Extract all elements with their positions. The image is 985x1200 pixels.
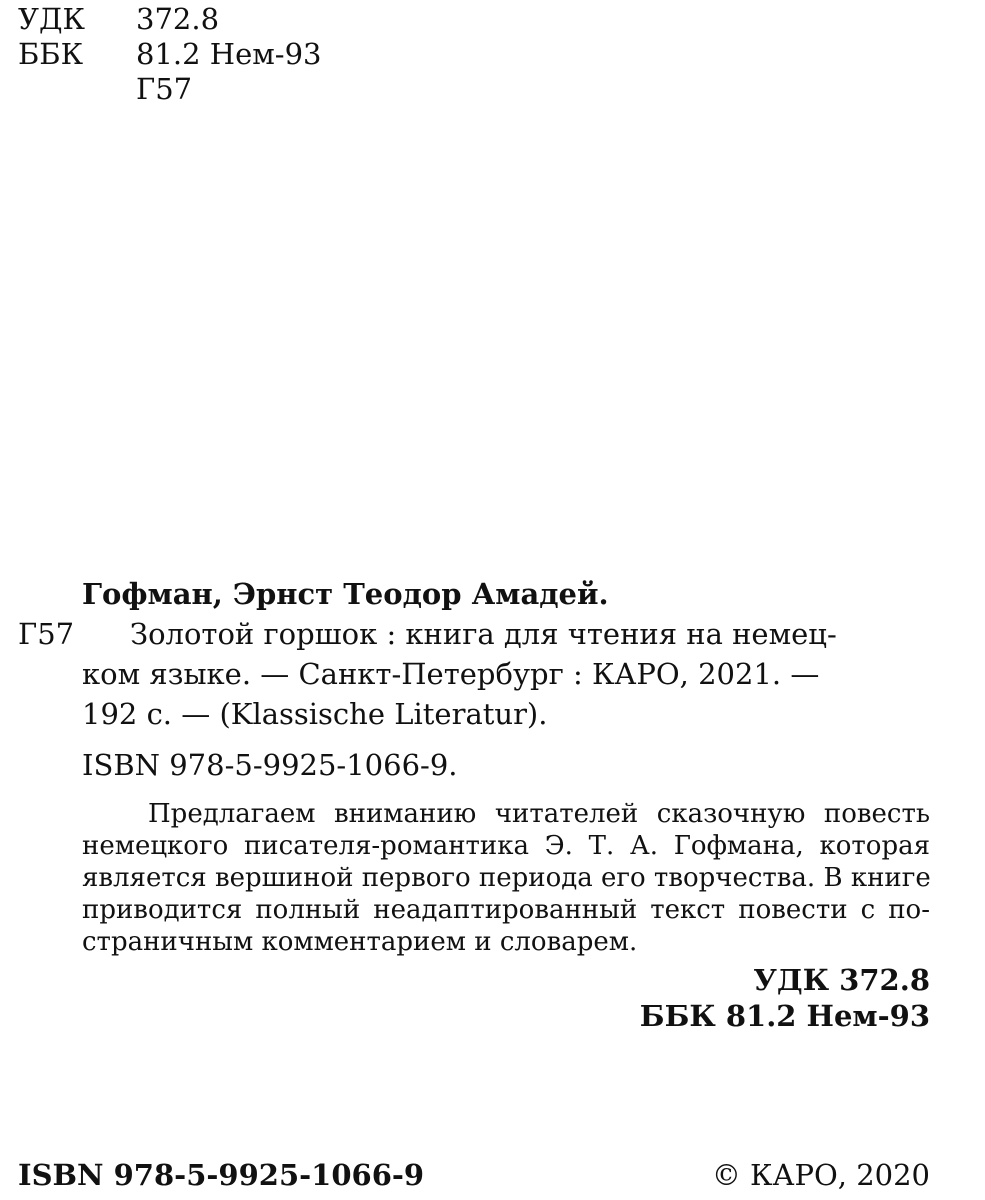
udk-label: УДК <box>18 2 85 36</box>
author-heading: Гофман, Эрнст Теодор Амадей. <box>82 577 609 611</box>
udk-row <box>18 2 322 37</box>
author-mark-row <box>18 72 322 107</box>
footer-isbn: ISBN 978-5-9925-1066-9 <box>18 1158 425 1192</box>
biblio-line: 192 с. — (Klassische Literatur). <box>82 697 548 731</box>
author-mark-label <box>18 72 136 107</box>
card-author-mark: Г57 <box>18 617 75 651</box>
abstract-line: немецкого писателя-романтика Э. Т. А. Гофмана, которая <box>82 831 930 861</box>
bbk-value: 81.2 Нем-93 <box>136 37 322 71</box>
biblio-line: ком языке. — Санкт-Петербург : КАРО, 2021. — <box>82 657 820 691</box>
biblio-line: Золотой горшок : книга для чтения на немец- <box>130 617 837 651</box>
author-mark-value: Г57 <box>136 72 193 106</box>
top-classification-codes <box>18 2 322 107</box>
bbk-row <box>18 37 322 72</box>
abstract-line: Предлагаем вниманию читателей сказочную повесть <box>148 799 930 829</box>
abstract-line: страничным комментарием и словарем. <box>82 927 638 957</box>
bbk-label: ББК <box>18 37 84 71</box>
udk-value: 372.8 <box>136 2 220 36</box>
card-isbn: ISBN 978-5-9925-1066-9. <box>82 748 458 782</box>
bottom-bbk: ББК 81.2 Нем-93 <box>639 999 930 1033</box>
bottom-classification-codes <box>640 962 930 1034</box>
abstract-line: приводится полный неадаптированный текст повести с по- <box>82 895 930 925</box>
bottom-udk: УДК 372.8 <box>753 963 930 997</box>
bibliographic-description <box>82 614 932 734</box>
copyright-notice: © КАРО, 2020 <box>711 1158 930 1192</box>
abstract-line: является вершиной первого периода его творчества. В книге <box>82 863 931 893</box>
abstract <box>82 798 930 958</box>
